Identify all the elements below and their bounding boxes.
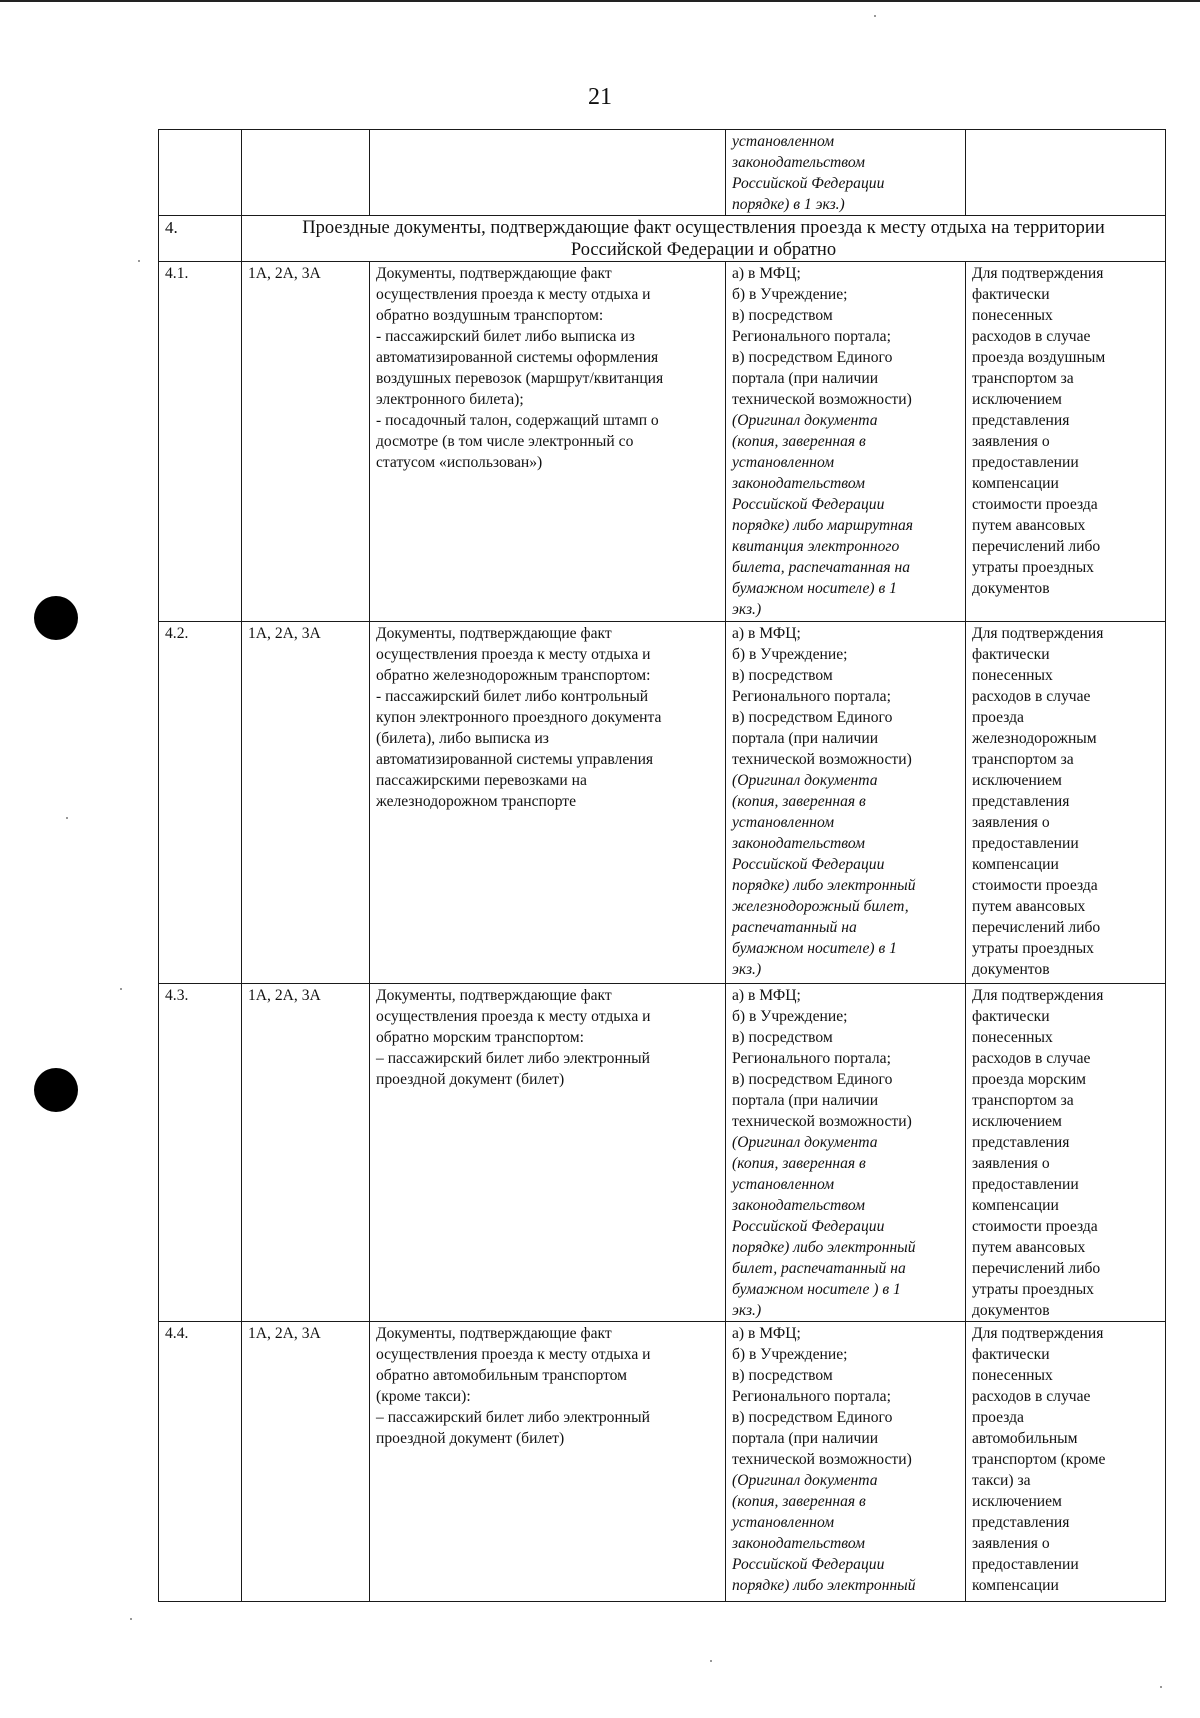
section-title-line: Проездные документы, подтверждающие факт осуществления проезда к месту отдыха на территории: [302, 218, 1105, 238]
ways-note-line: билет, распечатанный на: [732, 1260, 906, 1277]
doc-line: пассажирскими перевозками на: [376, 772, 587, 789]
note-line: путем авансовых: [972, 517, 1086, 534]
doc-line: электронного билета);: [376, 391, 524, 408]
scan-speck: [710, 1660, 712, 1662]
ways-line: Регионального портала;: [732, 1050, 891, 1067]
doc-line: Документы, подтверждающие факт: [376, 625, 612, 642]
ways-note-line: бумажном носителе) в 1: [732, 940, 897, 957]
ways-line: в) посредством Единого: [732, 1071, 893, 1088]
doc-line: - пассажирский билет либо контрольный: [376, 688, 649, 705]
doc-cell: [370, 1322, 726, 1602]
table-row-carryover: [159, 130, 1166, 216]
doc-line: – пассажирский билет либо электронный: [376, 1050, 650, 1067]
ways-line: б) в Учреждение;: [732, 1346, 848, 1363]
ways-line: б) в Учреждение;: [732, 1008, 848, 1025]
note-line: Для подтверждения: [972, 625, 1104, 642]
doc-line: обратно воздушным транспортом:: [376, 307, 604, 324]
note-line: документов: [972, 580, 1050, 597]
note-line: исключением: [972, 391, 1062, 408]
ways-line: а) в МФЦ;: [732, 265, 801, 282]
ways-note-line: бумажном носителе) в 1: [732, 580, 897, 597]
scan-speck: [874, 15, 876, 17]
doc-line: обратно автомобильным транспортом: [376, 1367, 628, 1384]
note-line: понесенных: [972, 667, 1053, 684]
note-line: компенсации: [972, 475, 1059, 492]
note-line: заявления о: [972, 433, 1050, 450]
page-number: 21: [588, 84, 612, 110]
num-cell: [159, 130, 242, 216]
note-line: заявления о: [972, 1535, 1050, 1552]
ways-line: в) посредством Единого: [732, 709, 893, 726]
ways-note-line: законодательством: [732, 1197, 865, 1214]
note-line: фактически: [972, 1346, 1050, 1363]
ways-note-line: (копия, заверенная в: [732, 793, 866, 810]
note-line: понесенных: [972, 1029, 1053, 1046]
doc-line: – пассажирский билет либо электронный: [376, 1409, 650, 1426]
note-line: исключением: [972, 1493, 1062, 1510]
ways-note-line: законодательством: [732, 154, 865, 171]
row-codes: 1А, 2А, 3А: [242, 622, 370, 984]
top-scan-edge: [0, 0, 1200, 2]
note-line: железнодорожным: [972, 730, 1097, 747]
table-row: [159, 984, 1166, 1322]
doc-line: (кроме такси):: [376, 1388, 471, 1405]
doc-line: - посадочный талон, содержащий штамп о: [376, 412, 659, 429]
ways-note-line: законодательством: [732, 1535, 865, 1552]
note-cell: [966, 622, 1166, 984]
ways-line: технической возможности): [732, 1113, 912, 1130]
note-line: перечислений либо: [972, 919, 1101, 936]
punch-hole: [34, 596, 78, 640]
note-line: транспортом за: [972, 370, 1074, 387]
note-line: представления: [972, 1514, 1070, 1531]
note-line: представления: [972, 1134, 1070, 1151]
ways-note-line: законодательством: [732, 475, 865, 492]
doc-line: Документы, подтверждающие факт: [376, 265, 612, 282]
ways-line: технической возможности): [732, 391, 912, 408]
doc-cell: [370, 262, 726, 622]
note-line: расходов в случае: [972, 328, 1091, 345]
note-cell: [966, 262, 1166, 622]
scan-speck: [1160, 1686, 1162, 1688]
note-line: расходов в случае: [972, 1050, 1091, 1067]
note-line: заявления о: [972, 814, 1050, 831]
ways-line: в) посредством: [732, 1029, 833, 1046]
ways-note-line: Российской Федерации: [732, 175, 885, 192]
ways-line: портала (при наличии: [732, 1430, 879, 1447]
row-codes: 1А, 2А, 3А: [242, 984, 370, 1322]
note-line: понесенных: [972, 1367, 1053, 1384]
row-codes: 1А, 2А, 3А: [242, 262, 370, 622]
note-line: расходов в случае: [972, 688, 1091, 705]
note-line: Для подтверждения: [972, 265, 1104, 282]
ways-cell: [726, 130, 966, 216]
note-line: транспортом (кроме: [972, 1451, 1106, 1468]
note-line: исключением: [972, 772, 1062, 789]
doc-line: автоматизированной системы оформления: [376, 349, 659, 366]
ways-note-line: порядке) либо электронный: [732, 1577, 916, 1594]
doc-line: осуществления проезда к месту отдыха и: [376, 286, 651, 303]
table-row: [159, 622, 1166, 984]
ways-note-line: квитанция электронного: [732, 538, 900, 555]
ways-line: б) в Учреждение;: [732, 286, 848, 303]
ways-note-line: (Оригинал документа: [732, 1472, 878, 1489]
row-number: 4.1.: [159, 262, 242, 622]
note-cell: [966, 984, 1166, 1322]
note-line: предоставлении: [972, 1556, 1079, 1573]
doc-line: проездной документ (билет): [376, 1071, 565, 1088]
note-line: представления: [972, 412, 1070, 429]
note-line: стоимости проезда: [972, 496, 1098, 513]
ways-line: в) посредством: [732, 307, 833, 324]
codes-cell: [242, 130, 370, 216]
ways-note-line: распечатанный на: [732, 919, 857, 936]
ways-cell: [726, 1322, 966, 1602]
doc-line: досмотре (в том числе электронный со: [376, 433, 634, 450]
scan-speck: [66, 817, 68, 819]
note-line: Для подтверждения: [972, 1325, 1104, 1342]
note-line: транспортом за: [972, 1092, 1074, 1109]
ways-note-line: порядке) либо маршрутная: [732, 517, 914, 534]
note-cell: [966, 130, 1166, 216]
note-line: автомобильным: [972, 1430, 1078, 1447]
ways-line: в) посредством: [732, 1367, 833, 1384]
note-line: проезда воздушным: [972, 349, 1106, 366]
ways-line: портала (при наличии: [732, 1092, 879, 1109]
row-number: 4.2.: [159, 622, 242, 984]
doc-line: купон электронного проездного документа: [376, 709, 662, 726]
ways-line: а) в МФЦ;: [732, 625, 801, 642]
ways-note-line: (Оригинал документа: [732, 412, 878, 429]
note-line: понесенных: [972, 307, 1053, 324]
note-line: Для подтверждения: [972, 987, 1104, 1004]
doc-line: обратно железнодорожным транспортом:: [376, 667, 651, 684]
note-line: утраты проездных: [972, 1281, 1094, 1298]
doc-line: автоматизированной системы управления: [376, 751, 654, 768]
doc-line: (билета), либо выписка из: [376, 730, 549, 747]
note-line: путем авансовых: [972, 898, 1086, 915]
note-line: утраты проездных: [972, 559, 1094, 576]
ways-line: б) в Учреждение;: [732, 646, 848, 663]
ways-cell: [726, 984, 966, 1322]
note-line: предоставлении: [972, 1176, 1079, 1193]
ways-note-line: порядке) либо электронный: [732, 877, 916, 894]
note-line: утраты проездных: [972, 940, 1094, 957]
ways-line: в) посредством Единого: [732, 349, 893, 366]
ways-line: портала (при наличии: [732, 730, 879, 747]
ways-note-line: порядке) либо электронный: [732, 1239, 916, 1256]
note-line: расходов в случае: [972, 1388, 1091, 1405]
doc-cell: [370, 984, 726, 1322]
ways-line: Регионального портала;: [732, 688, 891, 705]
ways-note-line: бумажном носителе ) в 1: [732, 1281, 901, 1298]
ways-line: технической возможности): [732, 751, 912, 768]
ways-note-line: экз.): [732, 1302, 762, 1319]
scan-speck: [138, 260, 140, 262]
doc-line: осуществления проезда к месту отдыха и: [376, 1008, 651, 1025]
note-line: заявления о: [972, 1155, 1050, 1172]
note-line: компенсации: [972, 1577, 1059, 1594]
ways-note-line: экз.): [732, 961, 762, 978]
doc-line: железнодорожном транспорте: [376, 793, 577, 810]
ways-line: Регионального портала;: [732, 1388, 891, 1405]
note-line: транспортом за: [972, 751, 1074, 768]
ways-note-line: установленном: [732, 133, 835, 150]
table-row: [159, 262, 1166, 622]
ways-note-line: железнодорожный билет,: [732, 898, 909, 915]
ways-line: в) посредством Единого: [732, 1409, 893, 1426]
scan-speck: [130, 1618, 132, 1620]
doc-line: проездной документ (билет): [376, 1430, 565, 1447]
ways-note-line: (Оригинал документа: [732, 1134, 878, 1151]
row-number: 4.4.: [159, 1322, 242, 1602]
doc-line: осуществления проезда к месту отдыха и: [376, 646, 651, 663]
ways-line: Регионального портала;: [732, 328, 891, 345]
ways-note-line: (копия, заверенная в: [732, 433, 866, 450]
note-line: проезда: [972, 1409, 1024, 1426]
note-line: фактически: [972, 646, 1050, 663]
ways-cell: [726, 262, 966, 622]
ways-line: а) в МФЦ;: [732, 1325, 801, 1342]
row-number: 4.3.: [159, 984, 242, 1322]
section-number: 4.: [159, 216, 242, 262]
scan-speck: [120, 988, 122, 990]
note-line: предоставлении: [972, 835, 1079, 852]
doc-line: - пассажирский билет либо выписка из: [376, 328, 635, 345]
note-cell: [966, 1322, 1166, 1602]
note-line: такси) за: [972, 1472, 1031, 1489]
note-line: фактически: [972, 286, 1050, 303]
doc-cell: [370, 130, 726, 216]
note-line: компенсации: [972, 1197, 1059, 1214]
note-line: путем авансовых: [972, 1239, 1086, 1256]
ways-line: портала (при наличии: [732, 370, 879, 387]
note-line: стоимости проезда: [972, 1218, 1098, 1235]
doc-line: Документы, подтверждающие факт: [376, 987, 612, 1004]
ways-note-line: Российской Федерации: [732, 856, 885, 873]
note-line: исключением: [972, 1113, 1062, 1130]
ways-note-line: Российской Федерации: [732, 1556, 885, 1573]
ways-note-line: Российской Федерации: [732, 1218, 885, 1235]
note-line: компенсации: [972, 856, 1059, 873]
ways-note-line: установленном: [732, 1514, 835, 1531]
ways-note-line: экз.): [732, 601, 762, 618]
note-line: фактически: [972, 1008, 1050, 1025]
ways-note-line: билета, распечатанная на: [732, 559, 911, 576]
doc-cell: [370, 622, 726, 984]
table-row: [159, 1322, 1166, 1602]
note-line: документов: [972, 961, 1050, 978]
ways-note-line: Российской Федерации: [732, 496, 885, 513]
ways-note-line: (копия, заверенная в: [732, 1493, 866, 1510]
note-line: проезда морским: [972, 1071, 1087, 1088]
row-codes: 1А, 2А, 3А: [242, 1322, 370, 1602]
section-header-row: [159, 216, 1166, 262]
ways-note-line: порядке) в 1 экз.): [732, 196, 845, 213]
documents-table: [158, 129, 1166, 1602]
doc-line: статусом «использован»): [376, 454, 543, 471]
ways-note-line: установленном: [732, 1176, 835, 1193]
ways-line: в) посредством: [732, 667, 833, 684]
doc-line: Документы, подтверждающие факт: [376, 1325, 612, 1342]
doc-line: осуществления проезда к месту отдыха и: [376, 1346, 651, 1363]
note-line: перечислений либо: [972, 1260, 1101, 1277]
section-title: [242, 216, 1166, 262]
note-line: проезда: [972, 709, 1024, 726]
ways-cell: [726, 622, 966, 984]
note-line: стоимости проезда: [972, 877, 1098, 894]
ways-note-line: установленном: [732, 454, 835, 471]
note-line: предоставлении: [972, 454, 1079, 471]
ways-note-line: установленном: [732, 814, 835, 831]
ways-note-line: (копия, заверенная в: [732, 1155, 866, 1172]
section-title-line: Российской Федерации и обратно: [570, 240, 837, 260]
punch-hole: [34, 1068, 78, 1112]
note-line: представления: [972, 793, 1070, 810]
note-line: документов: [972, 1302, 1050, 1319]
ways-line: технической возможности): [732, 1451, 912, 1468]
ways-note-line: законодательством: [732, 835, 865, 852]
doc-line: воздушных перевозок (маршрут/квитанция: [376, 370, 664, 387]
doc-line: обратно морским транспортом:: [376, 1029, 585, 1046]
ways-line: а) в МФЦ;: [732, 987, 801, 1004]
ways-note-line: (Оригинал документа: [732, 772, 878, 789]
note-line: перечислений либо: [972, 538, 1101, 555]
